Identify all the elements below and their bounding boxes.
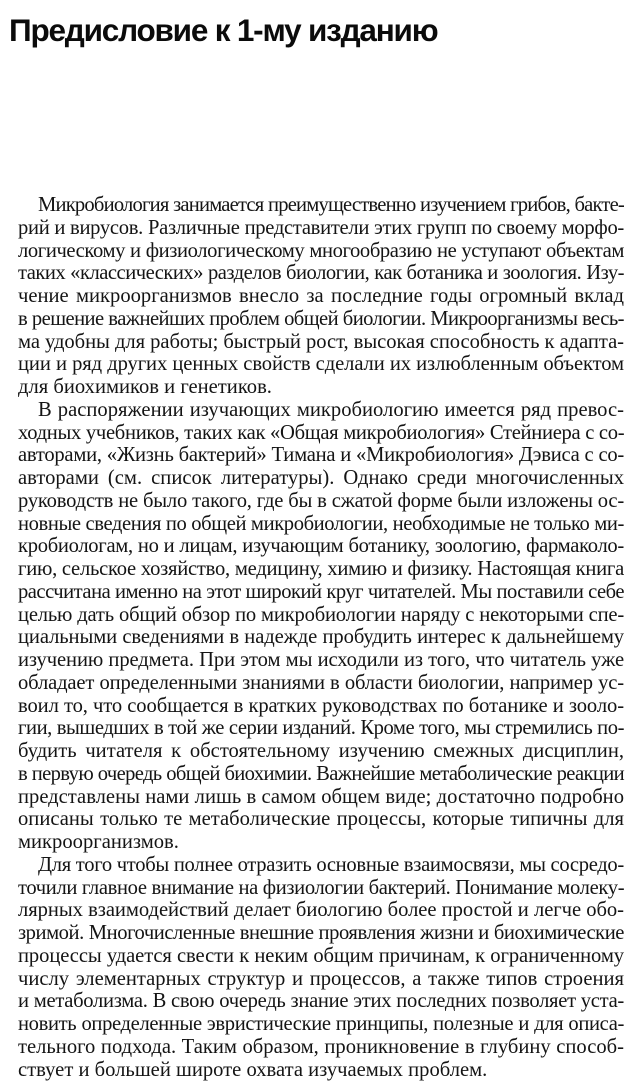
- paragraph-1: [18, 194, 624, 399]
- text-line: логическому и физиологическому многообразию не уступают объектам: [18, 240, 624, 263]
- text-line: обладает определенными знаниями в области биологии, например ус-: [18, 672, 624, 695]
- text-line: изучению предмета. При этом мы исходили из того, что читатель уже: [18, 649, 624, 672]
- text-line: для биохимиков и генетиков.: [18, 376, 624, 399]
- text-line: числу элементарных структур и процессов, а также типов строения: [18, 968, 624, 991]
- text-line: циальными сведениями в надежде пробудить интерес к дальнейшему: [18, 626, 624, 649]
- text-line: зримой. Многочисленные внешние проявления жизни и биохимические: [18, 922, 624, 945]
- text-line: чение микроорганизмов внесло за последние годы огромный вклад: [18, 285, 624, 308]
- text-line: будить читателя к обстоятельному изучению смежных дисциплин,: [18, 740, 624, 763]
- text-line: микроорганизмов.: [18, 831, 624, 854]
- text-line: В распоряжении изучающих микробиологию имеется ряд превос-: [18, 399, 624, 422]
- text-line: и метаболизма. В свою очередь знание этих последних позволяет уста-: [18, 990, 624, 1013]
- text-line: лярных взаимодействий делает биологию более простой и легче обо-: [18, 899, 624, 922]
- text-line: Для того чтобы полнее отразить основные взаимосвязи, мы сосредо-: [18, 854, 624, 877]
- paragraph-3: [18, 854, 624, 1081]
- preface-body: [18, 194, 624, 1081]
- text-line: кробиологам, но и лицам, изучающим ботанику, зоологию, фармаколо-: [18, 535, 624, 558]
- text-line: таких «классических» разделов биологии, как ботаника и зоология. Изу-: [18, 262, 624, 285]
- text-line: в первую очередь общей биохимии. Важнейшие метаболические реакции: [18, 763, 624, 786]
- text-line: новные сведения по общей микробиологии, необходимые не только ми-: [18, 513, 624, 536]
- text-line: рий и вирусов. Различные представители этих групп по своему морфо-: [18, 217, 624, 240]
- text-line: гии, вышедших в той же серии изданий. Кроме того, мы стремились по-: [18, 717, 624, 740]
- text-line: точили главное внимание на физиологии бактерий. Понимание молеку-: [18, 877, 624, 900]
- text-line: гию, сельское хозяйство, медицину, химию и физику. Настоящая книга: [18, 558, 624, 581]
- text-line: авторами (см. список литературы). Однако среди многочисленных: [18, 467, 624, 490]
- text-line: авторами, «Жизнь бактерий» Тимана и «Микробиология» Дэвиса с со-: [18, 444, 624, 467]
- text-line: процессы удается свести к неким общим причинам, к ограниченному: [18, 945, 624, 968]
- text-line: тельного подхода. Таким образом, проникновение в глубину способ-: [18, 1036, 624, 1059]
- paragraph-2: [18, 399, 624, 854]
- text-line: описаны только те метаболические процессы, которые типичны для: [18, 808, 624, 831]
- text-line: ции и ряд других ценных свойств сделали их излюбленным объектом: [18, 353, 624, 376]
- text-line: представлены нами лишь в самом общем виде; достаточно подробно: [18, 786, 624, 809]
- text-line: целью дать общий обзор по микробиологии наряду с некоторыми спе-: [18, 604, 624, 627]
- text-line: рассчитана именно на этот широкий круг читателей. Мы поставили себе: [18, 581, 624, 604]
- text-line: ма удобны для работы; быстрый рост, высокая способность к адапта-: [18, 331, 624, 354]
- text-line: воил то, что сообщается в кратких руководствах по ботанике и зооло-: [18, 695, 624, 718]
- text-line: Микробиология занимается преимущественно изучением грибов, бакте-: [18, 194, 624, 217]
- text-line: ствует и большей широте охвата изучаемых проблем.: [18, 1059, 624, 1081]
- text-line: в решение важнейших проблем общей биологии. Микроорганизмы весь-: [18, 308, 624, 331]
- text-line: руководств не было такого, где бы в сжатой форме были изложены ос-: [18, 490, 624, 513]
- text-line: ходных учебников, таких как «Общая микробиология» Стейниера с со-: [18, 422, 624, 445]
- text-line: новить определенные эвристические принципы, полезные и для описа-: [18, 1013, 624, 1036]
- page-title: Предисловие к 1-му изданию: [9, 10, 437, 50]
